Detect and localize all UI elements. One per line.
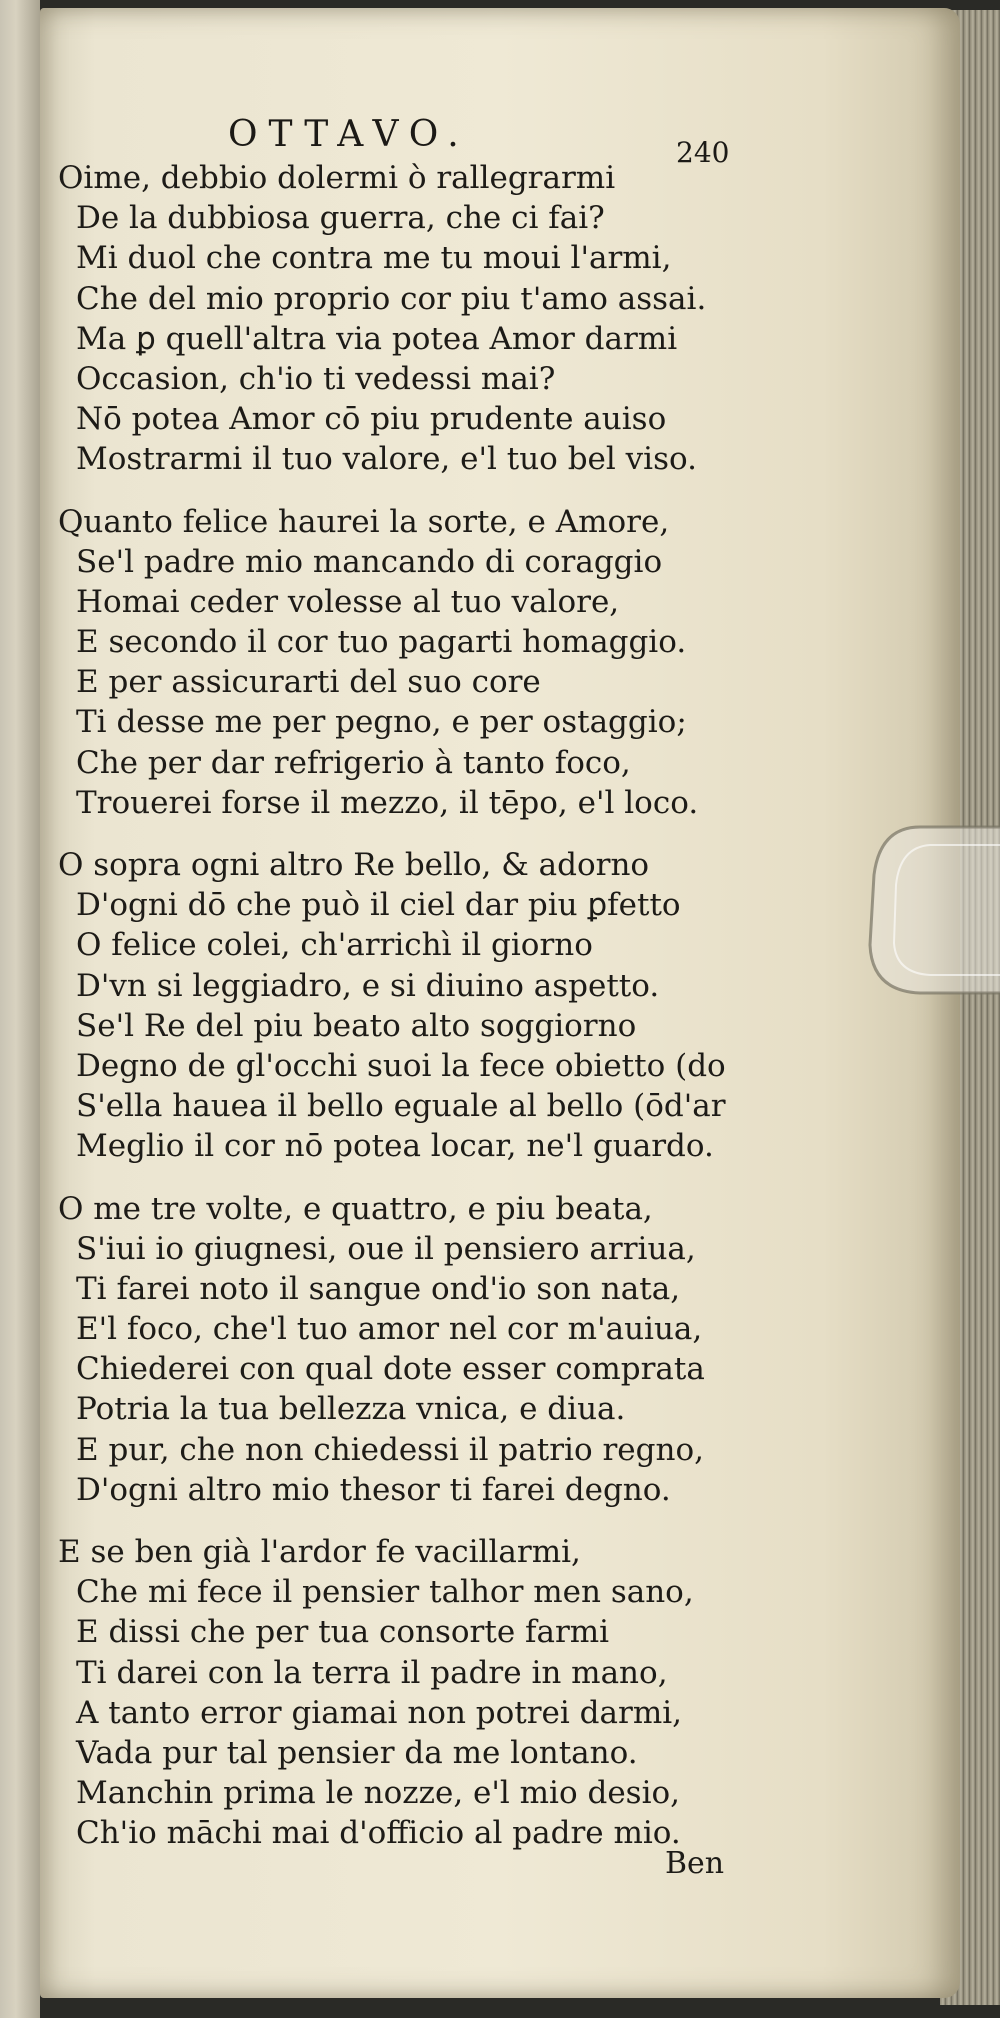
verse-line: Homai ceder volesse al tuo valore, — [76, 583, 620, 620]
verse-line: Mostrarmi il tuo valore, e'l tuo bel viso. — [76, 441, 697, 478]
stanza-2 — [58, 502, 938, 824]
verse-line: E se ben già l'ardor fe vacillarmi, — [58, 1534, 581, 1570]
stanza-5 — [58, 1532, 938, 1854]
verse-line: Che mi fece il pensier talhor men sano, — [76, 1574, 694, 1611]
verse-line: Se'l padre mio mancando di coraggio — [76, 543, 663, 580]
poem-text — [58, 158, 938, 1876]
verse-line: Ch'io māchi mai d'officio al padre mio. — [76, 1815, 681, 1852]
adjacent-page-edge — [0, 0, 40, 2018]
verse-line: Ti desse me per pegno, e per ostaggio; — [76, 704, 687, 741]
verse-line: Che del mio proprio cor piu t'amo assai. — [76, 280, 707, 317]
verse-line: S'ella hauea il bello eguale al bello (ōd'ar — [76, 1088, 726, 1125]
stanza-1 — [58, 158, 938, 480]
verse-line: Ma ꝑ quell'altra via potea Amor darmi — [76, 320, 678, 357]
stanza-4 — [58, 1189, 938, 1511]
running-head-title: OTTAVO. — [228, 114, 470, 155]
catchword: Ben — [665, 1846, 725, 1881]
verse-line: De la dubbiosa guerra, che ci fai? — [76, 200, 605, 237]
verse-line: D'ogni dō che può il ciel dar piu ꝑfetto — [76, 887, 681, 924]
verse-line: Ti darei con la terra il padre in mano, — [76, 1654, 668, 1691]
verse-line: Occasion, ch'io ti vedessi mai? — [76, 360, 556, 397]
verse-line: Oime, debbio dolermi ò rallegrarmi — [58, 160, 616, 196]
verse-line: O me tre volte, e quattro, e piu beata, — [58, 1190, 653, 1227]
page-number: 240 — [676, 136, 730, 169]
verse-line: E secondo il cor tuo pagarti homaggio. — [76, 624, 687, 661]
verse-line: E dissi che per tua consorte farmi — [76, 1614, 610, 1651]
verse-line: Potria la tua bellezza vnica, e diua. — [76, 1391, 626, 1428]
stanza-3 — [58, 845, 938, 1167]
verse-line: Quanto felice haurei la sorte, e Amore, — [58, 503, 670, 540]
verse-line: Mi duol che contra me tu moui l'armi, — [76, 240, 672, 277]
running-head — [40, 114, 960, 169]
verse-line: Trouerei forse il mezzo, il tēpo, e'l loco. — [76, 784, 699, 821]
book-page — [40, 8, 960, 1998]
verse-line: S'iui io giugnesi, oue il pensiero arriua, — [76, 1230, 696, 1267]
verse-line: Se'l Re del piu beato alto soggiorno — [76, 1007, 637, 1044]
page-clip — [860, 815, 1000, 1005]
verse-line: Ti farei noto il sangue ond'io son nata, — [76, 1270, 681, 1307]
verse-line: O sopra ogni altro Re bello, & adorno — [58, 847, 650, 883]
verse-line: Che per dar refrigerio à tanto foco, — [76, 744, 631, 781]
verse-line: Manchin prima le nozze, e'l mio desio, — [76, 1775, 681, 1812]
verse-line: E'l foco, che'l tuo amor nel cor m'auiua, — [76, 1311, 703, 1348]
verse-line: Vada pur tal pensier da me lontano. — [76, 1734, 638, 1771]
verse-line: E per assicurarti del suo core — [76, 664, 541, 701]
verse-line: E pur, che non chiedessi il patrio regno, — [76, 1431, 704, 1468]
verse-line: D'ogni altro mio thesor ti farei degno. — [76, 1471, 671, 1508]
verse-line: Chiederei con qual dote esser comprata — [76, 1351, 705, 1388]
verse-line: Degno de gl'occhi suoi la fece obietto (do — [76, 1047, 726, 1084]
verse-line: A tanto error giamai non potrei darmi, — [76, 1694, 682, 1731]
verse-line: Nō potea Amor cō piu prudente auiso — [76, 401, 667, 438]
verse-line: Meglio il cor nō potea locar, ne'l guardo. — [76, 1128, 714, 1165]
verse-line: D'vn si leggiadro, e si diuino aspetto. — [76, 967, 660, 1004]
verse-line: O felice colei, ch'arrichì il giorno — [76, 927, 593, 964]
